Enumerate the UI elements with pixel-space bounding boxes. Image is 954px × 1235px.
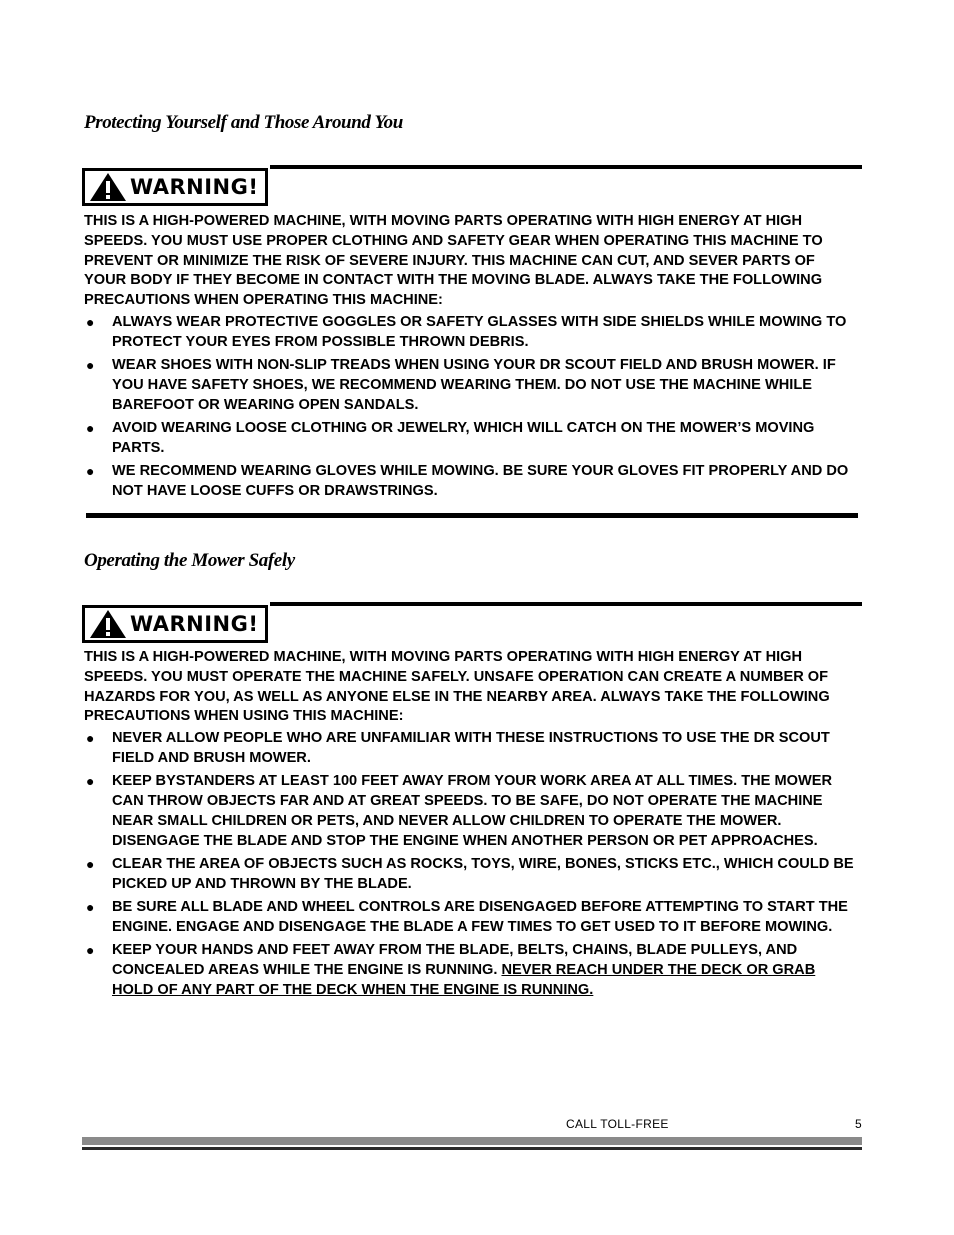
warning-label: [82, 168, 268, 206]
warning-text: WARNING!: [130, 612, 259, 636]
warning-bottom-rule: [86, 513, 858, 518]
precaution-list: [84, 313, 860, 502]
warning-intro: THIS IS A HIGH-POWERED MACHINE, WITH MOVING PARTS OPERATING WITH HIGH ENERGY AT HIGH SPEEDS. YOU MUST USE PROPER CLOTHING AND SAFETY GEAR WHEN OPERATING THIS MACHINE TO PREVENT OR MINIMIZE THE RISK OF SEVERE INJURY. THIS MACHINE CAN CUT, AND SEVER PARTS OF YOUR BODY IF THEY BECOME IN CONTACT WITH THE MOVING BLADE. ALWAYS TAKE THE FOLLOWING PRECAUTIONS WHEN OPERATING THIS MACHINE:: [84, 213, 823, 309]
footer-rule: [82, 1137, 862, 1145]
warning-box: [82, 602, 862, 1022]
warning-top-rule: [270, 602, 862, 606]
bullet-icon: ●: [86, 730, 95, 747]
list-item: ● AVOID WEARING LOOSE CLOTHING OR JEWELRY, WHICH WILL CATCH ON THE MOWER’S MOVING PARTS.: [86, 419, 815, 456]
list-item: ● KEEP YOUR HANDS AND FEET AWAY FROM THE BLADE, BELTS, CHAINS, BLADE PULLEYS, AND CONCEALED AREAS WHILE THE ENGINE IS RUNNING. NEVER REACH UNDER THE DECK OR GRAB HOLD OF ANY PART OF THE DECK WHEN THE ENGINE IS RUNNING.: [86, 942, 816, 998]
bullet-icon: ●: [86, 463, 95, 480]
bullet-icon: ●: [86, 419, 95, 436]
section-heading: Operating the Mower Safely: [84, 550, 295, 571]
bullet-icon: ●: [86, 357, 95, 374]
bullet-icon: ●: [86, 773, 95, 790]
list-item: ● BE SURE ALL BLADE AND WHEEL CONTROLS ARE DISENGAGED BEFORE ATTEMPTING TO START THE ENGINE. ENGAGE AND DISENGAGE THE BLADE A FEW TIMES TO GET USED TO IT BEFORE MOWING.: [86, 899, 848, 935]
section-heading: Protecting Yourself and Those Around You: [84, 112, 403, 133]
footer-rule-dark: [82, 1147, 862, 1150]
warning-body: [84, 212, 860, 505]
warning-top-rule: [270, 165, 862, 169]
list-item: ● KEEP BYSTANDERS AT LEAST 100 FEET AWAY FROM YOUR WORK AREA AT ALL TIMES. THE MOWER CAN THROW OBJECTS FAR AND AT GREAT SPEEDS. TO BE SAFE, DO NOT OPERATE THE MACHINE NEAR SMALL CHILDREN OR PETS, AND NEVER ALLOW CHILDREN TO OPERATE THE MOWER. DISENGAGE THE BLADE AND STOP THE ENGINE WHEN ANOTHER PERSON OR PET APPROACHES.: [86, 773, 833, 849]
warning-triangle-icon: [88, 171, 128, 203]
list-item: ● CLEAR THE AREA OF OBJECTS SUCH AS ROCKS, TOYS, WIRE, BONES, STICKS ETC., WHICH COULD BE PICKED UP AND THROWN BY THE BLADE.: [86, 855, 854, 892]
precaution-list: [84, 729, 860, 1000]
warning-body: [84, 648, 860, 1004]
page-number: 5: [855, 1117, 862, 1131]
warning-triangle-icon: [88, 608, 128, 640]
footer-call-text: CALL TOLL-FREE: [566, 1117, 669, 1131]
list-item: ● NEVER ALLOW PEOPLE WHO ARE UNFAMILIAR WITH THESE INSTRUCTIONS TO USE THE DR SCOUT FIELD AND BRUSH MOWER.: [86, 730, 830, 766]
list-item: ● WEAR SHOES WITH NON-SLIP TREADS WHEN USING YOUR DR SCOUT FIELD AND BRUSH MOWER. IF YOU HAVE SAFETY SHOES, WE RECOMMEND WEARING THEM. DO NOT USE THE MACHINE WHILE BAREFOOT OR WEARING OPEN SANDALS.: [86, 357, 836, 413]
bullet-icon: ●: [86, 942, 95, 959]
bullet-icon: ●: [86, 899, 95, 916]
warning-box: [82, 165, 862, 505]
list-item: ● ALWAYS WEAR PROTECTIVE GOGGLES OR SAFETY GLASSES WITH SIDE SHIELDS WHILE MOWING TO PROTECT YOUR EYES FROM POSSIBLE THROWN DEBRIS.: [86, 313, 847, 350]
warning-intro: THIS IS A HIGH-POWERED MACHINE, WITH MOVING PARTS OPERATING WITH HIGH ENERGY AT HIGH SPEEDS. YOU MUST OPERATE THE MACHINE SAFELY. UNSAFE OPERATION CAN CREATE A NUMBER OF HAZARDS FOR YOU, AS WELL AS ANYONE ELSE IN THE NEARBY AREA. ALWAYS TAKE THE FOLLOWING PRECAUTIONS WHEN USING THIS MACHINE:: [84, 649, 830, 725]
list-item: ● WE RECOMMEND WEARING GLOVES WHILE MOWING. BE SURE YOUR GLOVES FIT PROPERLY AND DO NOT HAVE LOOSE CUFFS OR DRAWSTRINGS.: [86, 463, 849, 499]
warning-label: [82, 605, 268, 643]
emphasis-text: NEVER REACH UNDER THE DECK OR GRAB HOLD OF ANY PART OF THE DECK WHEN THE ENGINE IS RUNNING.: [112, 961, 816, 998]
warning-text: WARNING!: [130, 175, 259, 199]
bullet-icon: ●: [86, 855, 95, 872]
bullet-icon: ●: [86, 313, 95, 330]
